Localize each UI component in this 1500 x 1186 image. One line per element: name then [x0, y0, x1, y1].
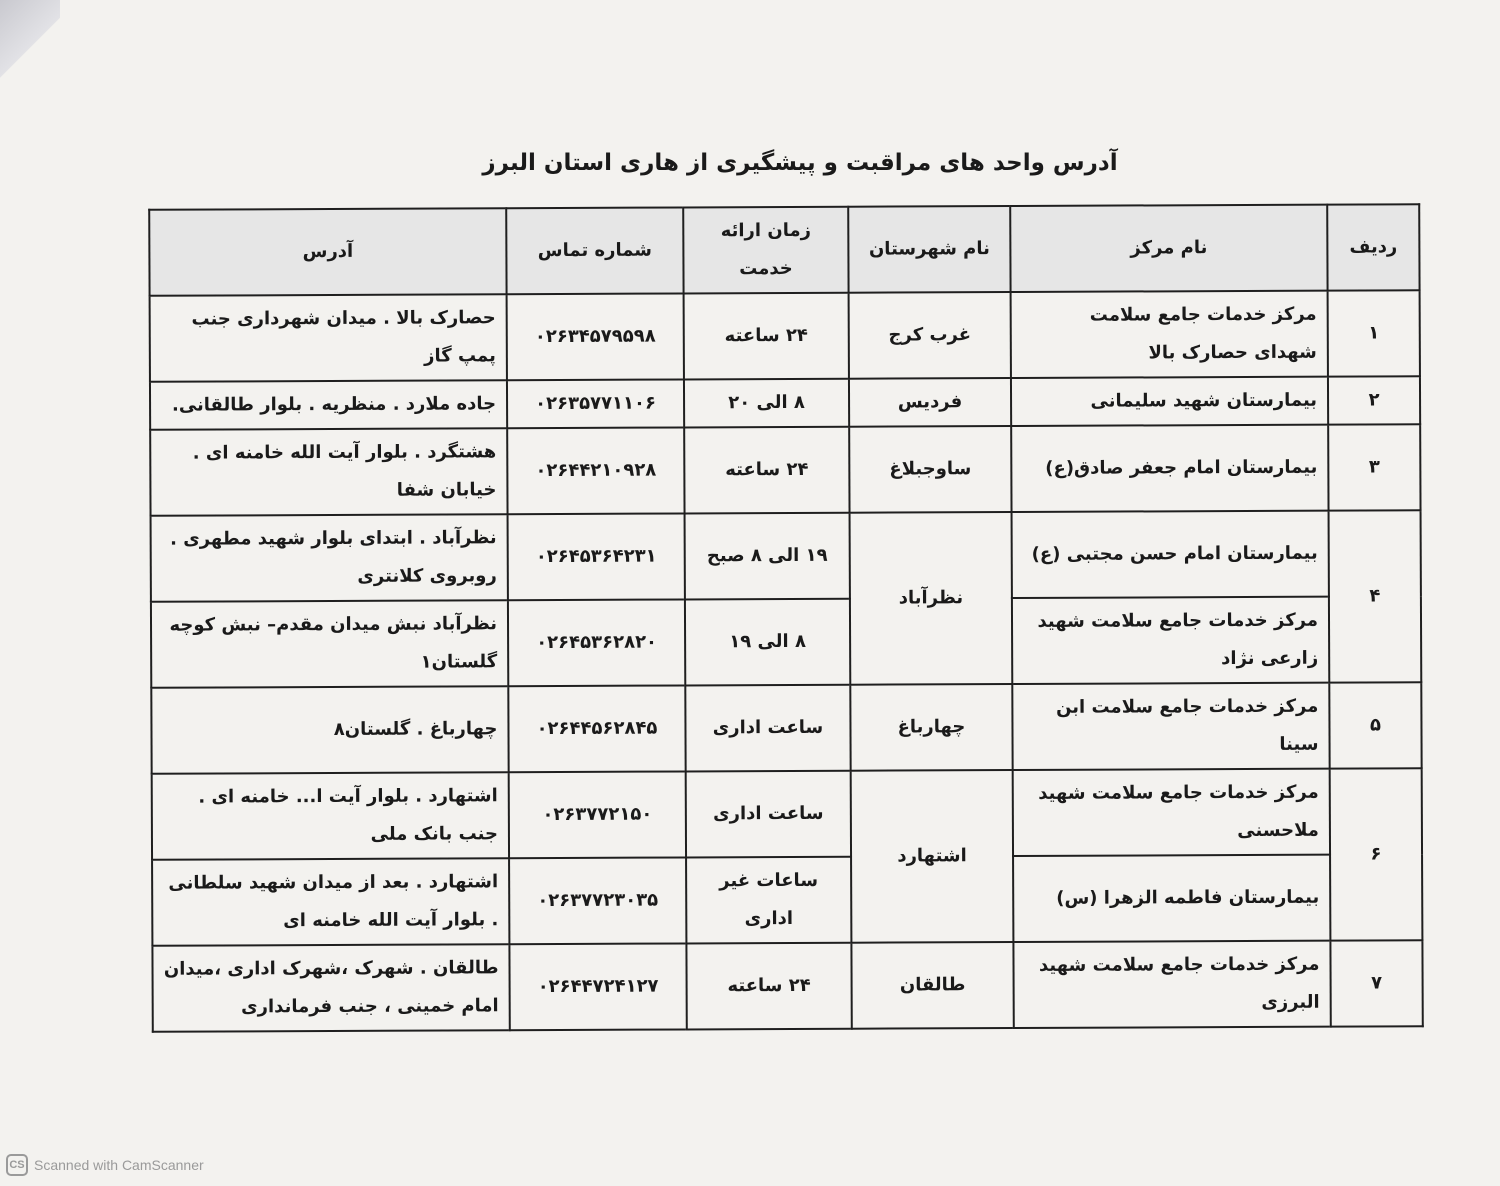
service-time: ۱۹ الی ۸ صبح: [685, 513, 850, 600]
address: اشتهارد . بعد از میدان شهید سلطانی . بلوار آیت الله خامنه ای: [152, 858, 509, 946]
phone-number: ۰۲۶۳۷۷۲۱۵۰: [509, 771, 686, 858]
table-row: [150, 290, 1420, 382]
address: هشتگرد . بلوار آیت الله خامنه ای . خیابان شفا: [150, 428, 507, 516]
phone-number: ۰۲۶۳۴۵۷۹۵۹۸: [507, 293, 684, 380]
table-row: [152, 854, 1422, 946]
phone-number: ۰۲۶۳۷۷۲۳۰۳۵: [509, 857, 686, 944]
service-time: ۸ الی ۱۹: [685, 599, 850, 686]
service-time: ۲۴ ساعته: [684, 293, 849, 380]
phone-number: ۰۲۶۴۴۵۶۲۸۴۵: [508, 685, 685, 772]
address: نظرآباد نبش میدان مقدم– نبش کوچه گلستان۱: [151, 600, 508, 688]
table-row: [151, 596, 1421, 688]
address: حصارک بالا . میدان شهرداری جنب پمپ گاز: [150, 294, 507, 382]
table-row: [152, 940, 1422, 1032]
city-name: فردیس: [849, 378, 1011, 427]
table-row: [150, 424, 1420, 516]
service-time: ساعت اداری: [685, 685, 850, 772]
phone-number: ۰۲۶۴۴۷۲۴۱۲۷: [509, 943, 686, 1030]
row-number: ۲: [1328, 376, 1420, 424]
center-name: مرکز خدمات جامع سلامت شهید ملاحسنی: [1013, 769, 1330, 856]
city-name: چهارباغ: [850, 684, 1012, 771]
table-row: [151, 682, 1421, 774]
table-header-row: [149, 204, 1419, 296]
city-name: غرب کرج: [849, 292, 1011, 379]
center-name: مرکز خدمات جامع سلامت شهدای حصارک بالا: [1011, 291, 1328, 378]
table-row: [151, 510, 1421, 602]
row-number: ۱: [1328, 290, 1420, 376]
service-time: ۲۴ ساعته: [684, 427, 849, 514]
city-name: اشتهارد: [851, 770, 1014, 943]
center-name: بیمارستان امام جعفر صادق(ع): [1011, 425, 1328, 512]
center-name: بیمارستان امام حسن مجتبی (ع): [1012, 511, 1329, 598]
header-city: نام شهرستان: [848, 206, 1010, 293]
city-name: ساوجبلاغ: [849, 426, 1011, 513]
phone-number: ۰۲۶۴۴۲۱۰۹۲۸: [507, 427, 684, 514]
header-phone: شماره تماس: [506, 207, 683, 294]
center-name: مرکز خدمات جامع سلامت شهید البرزی: [1013, 941, 1330, 1028]
center-name: بیمارستان شهید سلیمانی: [1011, 377, 1328, 426]
address: نظرآباد . ابتدای بلوار شهید مطهری . روبروی کلانتری: [151, 514, 508, 602]
row-number: ۵: [1329, 682, 1421, 768]
address: چهارباغ . گلستان۸: [151, 686, 508, 774]
address: جاده ملارد . منظریه . بلوار طالقانی.: [150, 380, 507, 430]
camscanner-footer: [6, 1154, 204, 1176]
header-service-time: زمان ارائه خدمت: [683, 207, 848, 294]
address: اشتهارد . بلوار آیت ا... خامنه ای . جنب بانک ملی: [152, 772, 509, 860]
center-name: مرکز خدمات جامع سلامت ابن سینا: [1012, 683, 1329, 770]
city-name: طالقان: [851, 942, 1013, 1029]
service-time: ساعت اداری: [686, 771, 851, 858]
center-name: بیمارستان فاطمه الزهرا (س): [1013, 855, 1330, 942]
document-title: آدرس واحد های مراقبت و پیشگیری از هاری استان البرز: [482, 150, 1118, 176]
page-curl-shadow: [0, 0, 60, 80]
table-row: [150, 376, 1420, 430]
row-number: ۳: [1328, 424, 1420, 510]
phone-number: ۰۲۶۳۵۷۷۱۱۰۶: [507, 379, 684, 428]
center-name: مرکز خدمات جامع سلامت شهید زارعی نژاد: [1012, 597, 1329, 684]
service-time: ساعات غیر اداری: [686, 857, 851, 944]
header-center-name: نام مرکز: [1010, 205, 1327, 292]
address: طالقان . شهرک ،شهرک اداری ،میدان امام خمینی ، جنب فرمانداری: [152, 944, 509, 1032]
header-address: آدرس: [149, 208, 506, 296]
service-time: ۸ الی ۲۰: [684, 379, 849, 428]
service-time: ۲۴ ساعته: [686, 943, 851, 1030]
rabies-units-table: [148, 203, 1424, 1033]
table-row: [152, 768, 1422, 860]
camscanner-text: Scanned with CamScanner: [34, 1157, 204, 1173]
phone-number: ۰۲۶۴۵۳۶۲۸۲۰: [508, 599, 685, 686]
city-name: نظرآباد: [850, 512, 1013, 685]
header-row-number: ردیف: [1327, 204, 1419, 290]
row-number: ۴: [1329, 510, 1422, 682]
phone-number: ۰۲۶۴۵۳۶۴۲۳۱: [508, 513, 685, 600]
camscanner-logo-icon: CS: [6, 1154, 28, 1176]
row-number: ۷: [1330, 940, 1422, 1026]
row-number: ۶: [1330, 768, 1423, 940]
